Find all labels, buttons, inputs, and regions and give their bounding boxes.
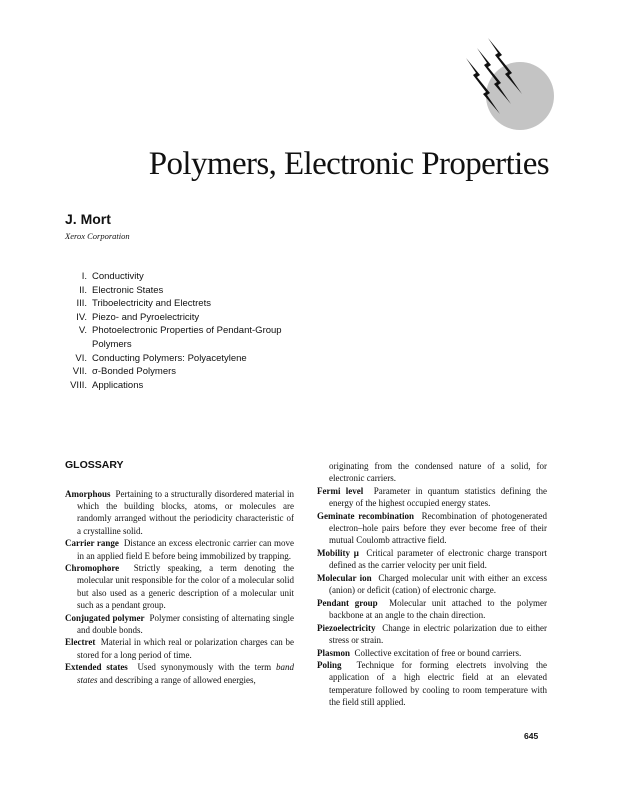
toc-item [60, 284, 322, 298]
toc-number: I. [81, 271, 87, 282]
glossary-definition: Critical parameter of electronic charge transport defined as the carrier velocity per unit field. [329, 547, 548, 571]
toc-number: VIII. [70, 379, 87, 391]
toc-number: III. [76, 298, 87, 310]
glossary-entry [317, 572, 547, 596]
toc-text: Electronic States [92, 284, 164, 296]
logo-mark [466, 38, 556, 130]
glossary-entry [65, 636, 294, 660]
glossary-term: Geminate recombination [317, 510, 415, 521]
article-title: Polymers, Electronic Properties [148, 146, 549, 182]
glossary-definition: Collective excitation of free or bound carriers. [354, 647, 522, 658]
glossary-entry [317, 485, 547, 509]
toc-item [60, 270, 322, 284]
glossary-definition: Technique for forming electrets involving the application of a high electric field at an elevated temperature followed by cooling to room temperature with the field still applied. [329, 660, 547, 707]
toc-text: Applications [92, 379, 144, 391]
glossary-term: Plasmon [317, 647, 351, 658]
toc-text: Conducting Polymers: Polyacetylene [92, 352, 247, 364]
glossary-definition: Charged molecular unit with either an excess (anion) or deficit (cation) of electronic charge. [329, 572, 548, 596]
toc-item [60, 311, 322, 325]
glossary-entry [317, 659, 547, 708]
glossary-definition: Recombination of photogenerated electron–hole pairs before they ever become free of their mutual Coulomb attractive field. [329, 510, 548, 546]
toc-text: Piezo- and Pyroelectricity [92, 311, 200, 323]
glossary-term: Pendant group [317, 597, 378, 608]
glossary-definition: Change in electric polarization due to either stress or strain. [329, 622, 548, 645]
glossary-term: Fermi level [317, 485, 364, 496]
logo-circle [486, 62, 554, 130]
glossary-column-right [317, 460, 547, 709]
glossary-term: Conjugated polymer [65, 612, 145, 623]
glossary-definition: Polymer consisting of alternating single and double bonds. [77, 612, 295, 635]
glossary-definition: Material in which real or polarization charges can be stored for a long period of time. [77, 637, 294, 660]
glossary-definition: and describing a range of allowed energies, [99, 674, 256, 685]
author-name: J. Mort [65, 211, 111, 227]
toc-item [60, 324, 322, 351]
toc-text: Photoelectronic Properties of Pendant-Group Polymers [92, 325, 282, 350]
glossary-term: Piezoelectricity [317, 622, 376, 633]
glossary-term: Carrier range [65, 538, 119, 549]
glossary-term: Molecular ion [317, 572, 372, 583]
glossary-entry [317, 547, 547, 571]
table-of-contents [60, 270, 322, 392]
glossary-definition: Used synonymously with the term [137, 662, 272, 673]
glossary-entry [317, 622, 547, 646]
page-number: 645 [524, 731, 539, 741]
glossary-entry [65, 562, 294, 611]
glossary-heading: GLOSSARY [65, 459, 124, 471]
toc-number: IV. [76, 311, 87, 323]
toc-text: Conductivity [92, 271, 144, 282]
toc-number: VI. [75, 352, 87, 364]
glossary-term: Amorphous [65, 489, 111, 499]
glossary-term: Poling [317, 660, 342, 671]
glossary-entry [317, 597, 547, 621]
glossary-entry-continuation: originating from the condensed nature of a solid, for electronic carriers. [329, 461, 547, 484]
toc-text: σ-Bonded Polymers [92, 366, 177, 378]
glossary-entry [317, 647, 547, 659]
glossary-entry [65, 661, 294, 685]
glossary-term: Electret [65, 637, 96, 648]
author-affiliation: Xerox Corporation [65, 231, 130, 241]
glossary-term: Extended states [65, 662, 128, 673]
glossary-definition: Parameter in quantum statistics defining the energy of the highest occupied energy states. [329, 485, 547, 509]
glossary-entry [65, 537, 294, 561]
glossary-definition: Strictly speaking, a term denoting the molecular unit responsible for the color of a molecular solid but also used as a generic description of a molecular unit such as a pendant group. [77, 563, 294, 610]
toc-number: VII. [72, 366, 87, 378]
glossary-term: Mobility μ [317, 547, 359, 558]
glossary-entry [317, 510, 547, 547]
toc-item [60, 379, 322, 393]
glossary-entry [65, 612, 294, 636]
toc-text: Triboelectricity and Electrets [92, 298, 211, 310]
toc-item [60, 365, 322, 379]
glossary-definition: Distance an excess electronic carrier can move in an applied field E before being immobilized by trapping. [77, 538, 294, 561]
glossary-column-left [65, 488, 294, 686]
toc-item [60, 352, 322, 366]
toc-item [60, 297, 322, 311]
toc-number: II. [79, 284, 87, 296]
glossary-entry [65, 488, 294, 537]
toc-number: V. [78, 325, 87, 337]
glossary-definition: Pertaining to a structurally disordered material in which the building blocks, atoms, or molecules are randomly arranged without the periodicity characteristic of a crystalline solid. [77, 489, 295, 536]
glossary-definition: Molecular unit attached to the polymer backbone at an angle to the chain direction. [329, 597, 547, 620]
glossary-term: Chromophore [65, 563, 120, 574]
glossary-definition-emphasis: band states [77, 662, 294, 685]
